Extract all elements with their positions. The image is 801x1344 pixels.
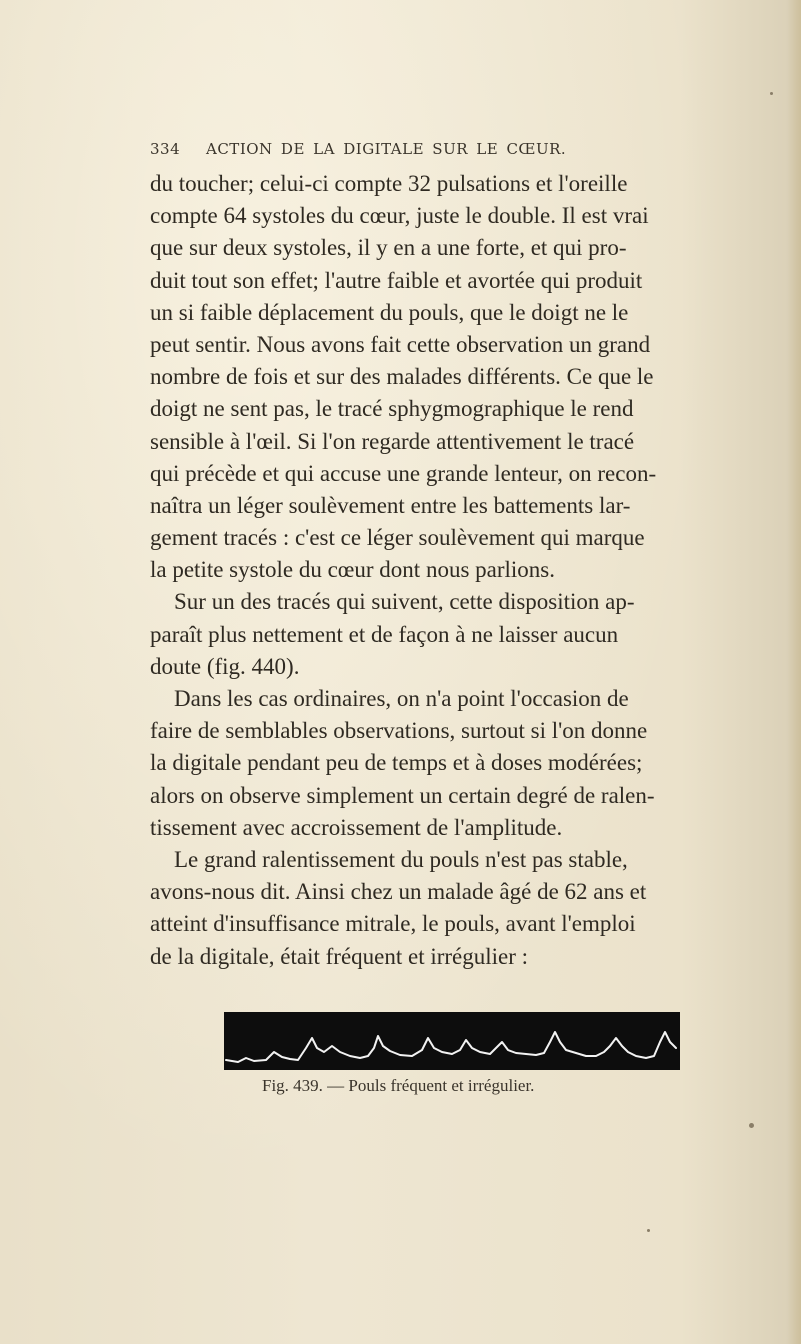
sphygmograph-trace-figure [224,1012,680,1070]
paper-speck [749,1123,754,1128]
text-line: Dans les cas ordinaires, on n'a point l'occasion de [174,686,629,711]
text-line: peut sentir. Nous avons fait cette observation un grand [150,331,651,357]
text-line: la petite systole du cœur dont nous parlions. [150,557,555,583]
text-line: atteint d'insuffisance mitrale, le pouls, avant l'emploi [150,911,636,937]
text-line: que sur deux systoles, il y en a une forte, et qui pro- [150,235,627,261]
paper-speck [770,92,773,95]
text-line: un si faible déplacement du pouls, que le doigt ne le [150,299,629,325]
body-text [150,168,695,973]
text-line: faire de semblables observations, surtout si l'on donne [150,718,648,744]
running-head [150,140,680,164]
pulse-trace-image [224,1012,680,1070]
text-line: Le grand ralentissement du pouls n'est pas stable, [174,846,628,872]
page-edge-shadow [787,0,801,1344]
text-line: tissement avec accroissement de l'amplitude. [150,814,563,840]
text-line: paraît plus nettement et de façon à ne laisser aucun [150,621,619,647]
text-line: de la digitale, était fréquent et irrégulier : [150,943,529,969]
text-line: Sur un des tracés qui suivent, cette disposition ap- [174,589,635,615]
figure-caption: Fig. 439. — Pouls fréquent et irrégulier. [262,1076,535,1095]
page-number: 334 [150,140,181,158]
text-line: doigt ne sent pas, le tracé sphygmographique le rend [150,396,634,422]
text-line: gement tracés : c'est ce léger soulèvement qui marque [150,525,645,551]
text-line: nombre de fois et sur des malades différents. Ce que le [150,364,654,390]
text-line: naîtra un léger soulèvement entre les battements lar- [150,492,631,518]
text-line: alors on observe simplement un certain degré de ralen- [150,782,655,808]
text-line: compte 64 systoles du cœur, juste le double. Il est vrai [150,203,649,229]
text-line: duit tout son effet; l'autre faible et avortée qui produit [150,267,643,293]
header-title: ACTION DE LA DIGITALE SUR LE CŒUR. [206,140,567,158]
text-line: doute (fig. 440). [150,653,300,679]
text-line: la digitale pendant peu de temps et à doses modérées; [150,750,643,776]
text-line: du toucher; celui-ci compte 32 pulsations et l'oreille [150,171,628,196]
paper-speck [647,1229,650,1232]
text-line: qui précède et qui accuse une grande lenteur, on recon- [150,460,657,486]
trace-background [224,1012,680,1070]
text-line: avons-nous dit. Ainsi chez un malade âgé de 62 ans et [150,879,647,905]
text-line: sensible à l'œil. Si l'on regarde attentivement le tracé [150,428,635,454]
